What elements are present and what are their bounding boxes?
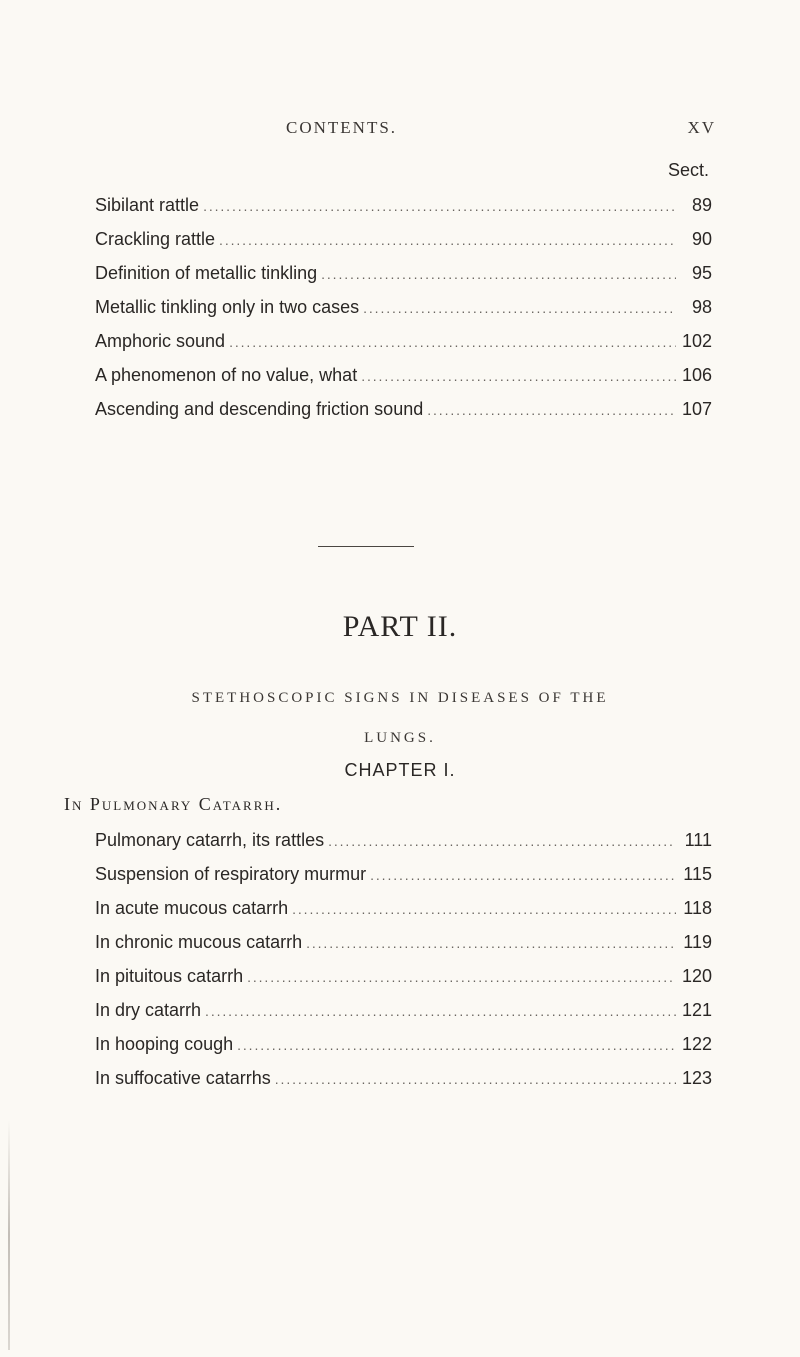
toc-entry-title: Metallic tinkling only in two cases: [95, 297, 360, 317]
toc-entry-title: In dry catarrh: [95, 1000, 202, 1020]
toc-entry: [95, 932, 712, 953]
section-divider-rule: [318, 546, 414, 547]
toc-entry-sect: 119: [683, 932, 712, 952]
dot-leader: [306, 935, 676, 951]
toc-entry-title: A phenomenon of no value, what: [95, 365, 358, 385]
dot-leader: [370, 867, 676, 883]
section-heading: In Pulmonary Catarrh.: [64, 794, 283, 814]
toc-entry-title: Suspension of respiratory murmur: [95, 864, 367, 884]
toc-entry: [95, 229, 712, 250]
toc-entry-title: Pulmonary catarrh, its rattles: [95, 830, 325, 850]
page-binding-shadow: [8, 1120, 10, 1350]
toc-entry: [95, 830, 712, 851]
dot-leader: [203, 198, 676, 214]
toc-entry: [95, 1000, 712, 1021]
toc-entry-title: Amphoric sound: [95, 331, 226, 351]
toc-entry-title: Definition of metallic tinkling: [95, 263, 318, 283]
toc-entry-title: Ascending and descending friction sound: [95, 399, 424, 419]
part-subtitle-line2: LUNGS.: [364, 730, 436, 746]
toc-entry-sect: 107: [681, 399, 712, 419]
toc-entry: [95, 1034, 712, 1055]
dot-leader: [229, 334, 676, 350]
dot-leader: [361, 368, 676, 384]
toc-entry-title: In chronic mucous catarrh: [95, 932, 303, 952]
toc-entry-title: In pituitous catarrh: [95, 966, 244, 986]
dot-leader: [427, 402, 676, 418]
toc-entry: [95, 365, 712, 386]
toc-entry: [95, 297, 712, 318]
toc-entry: [95, 331, 712, 352]
dot-leader: [321, 266, 676, 282]
toc-entry: [95, 399, 712, 420]
toc-entry-sect: 122: [681, 1034, 712, 1054]
toc-entry-sect: 111: [684, 830, 712, 850]
dot-leader: [275, 1071, 676, 1087]
toc-entry-sect: 89: [691, 195, 712, 215]
toc-entry: [95, 263, 712, 284]
part-title: PART II.: [342, 610, 458, 643]
toc-entry-title: Sibilant rattle: [95, 195, 200, 215]
toc-entry-sect: 102: [681, 331, 712, 351]
chapter-heading: CHAPTER I.: [344, 760, 456, 780]
part-subtitle-line1: STETHOSCOPIC SIGNS IN DISEASES OF THE: [191, 690, 609, 706]
toc-entry-title: In hooping cough: [95, 1034, 234, 1054]
running-header: [286, 118, 716, 138]
toc-entry: [95, 898, 712, 919]
toc-entry-sect: 118: [683, 898, 712, 918]
toc-entry-title: In suffocative catarrhs: [95, 1068, 271, 1088]
toc-entry-sect: 115: [683, 864, 712, 884]
page-number: XV: [687, 118, 716, 137]
dot-leader: [292, 901, 676, 917]
toc-entry-sect: 90: [691, 229, 712, 249]
running-title: CONTENTS.: [286, 118, 398, 137]
dot-leader: [247, 969, 676, 985]
dot-leader: [328, 833, 676, 849]
toc-entry-title: Crackling rattle: [95, 229, 216, 249]
dot-leader: [205, 1003, 676, 1019]
dot-leader: [237, 1037, 676, 1053]
toc-entry-sect: 120: [681, 966, 712, 986]
toc-entry-sect: 123: [681, 1068, 712, 1088]
toc-entry-title: In acute mucous catarrh: [95, 898, 289, 918]
toc-entry: [95, 966, 712, 987]
toc-entry-sect: 121: [681, 1000, 712, 1020]
dot-leader: [219, 232, 676, 248]
toc-entry: [95, 1068, 712, 1089]
toc-entry: [95, 864, 712, 885]
toc-entry: [95, 195, 712, 216]
dot-leader: [363, 300, 676, 316]
toc-entry-sect: 106: [681, 365, 712, 385]
toc-entry-sect: 98: [691, 297, 712, 317]
toc-entry-sect: 95: [691, 263, 712, 283]
sect-column-label: Sect.: [667, 160, 709, 180]
